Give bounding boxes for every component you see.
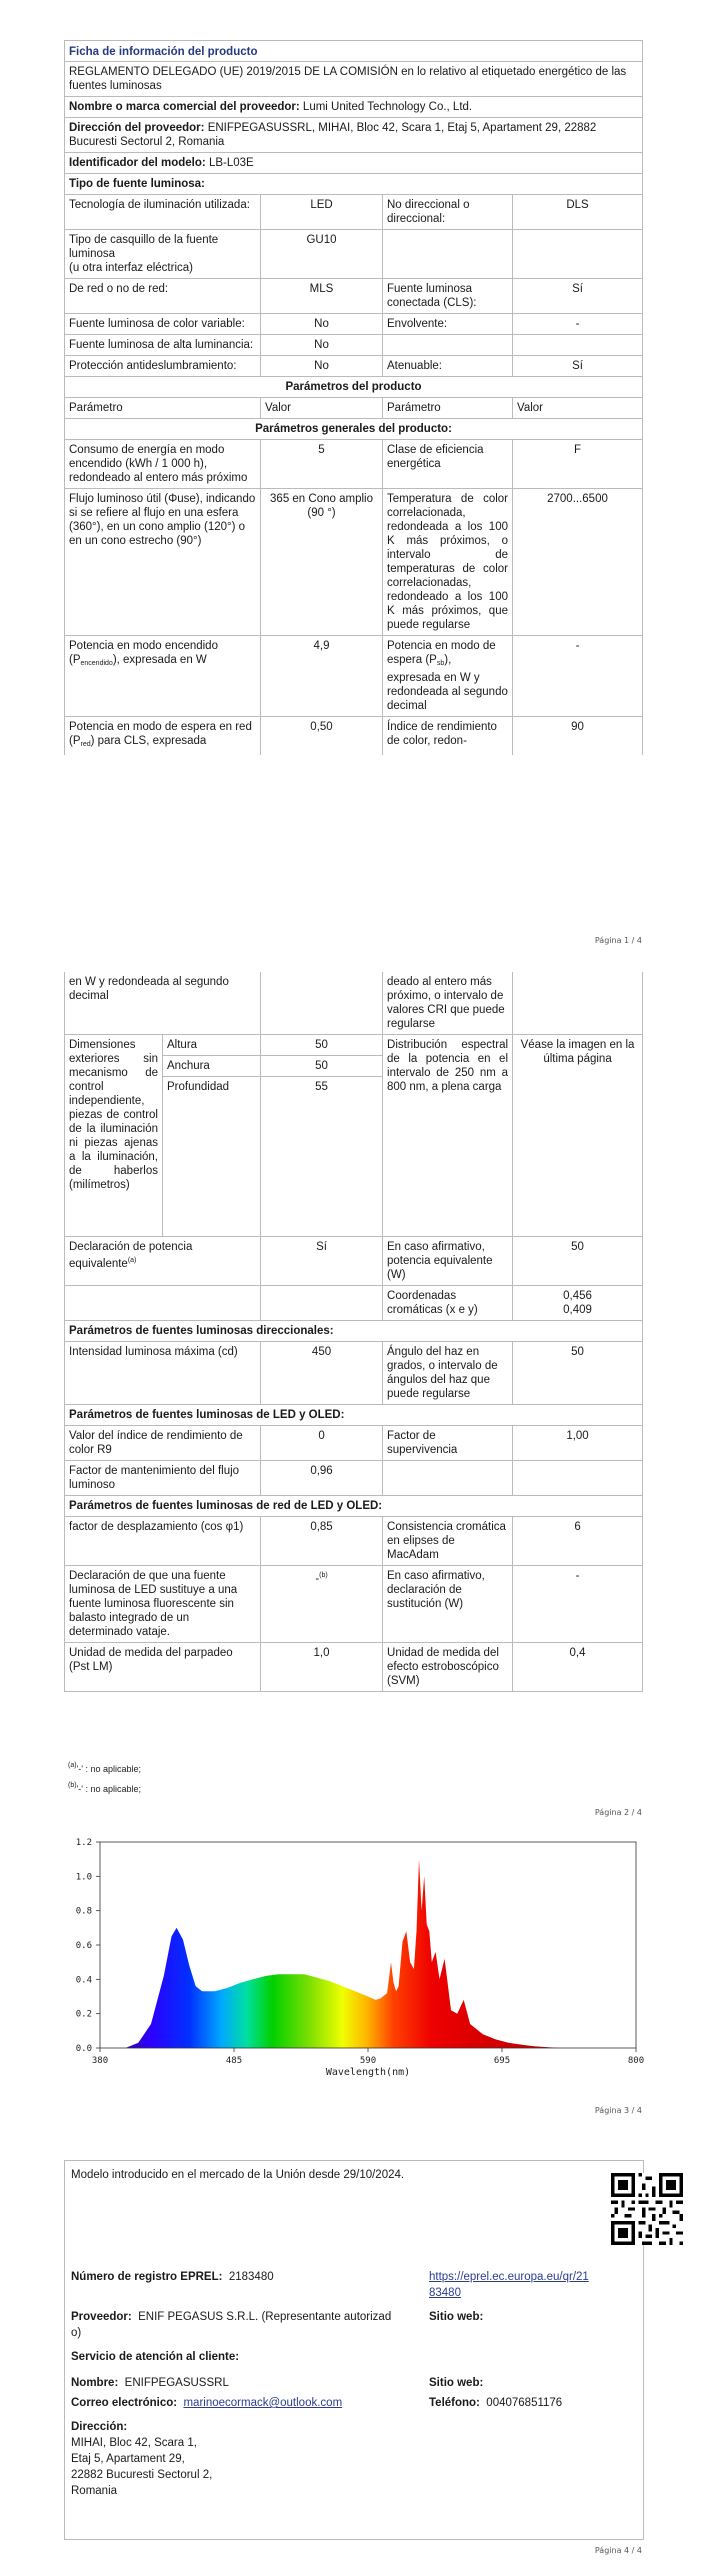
x-axis-label: Wavelength(nm) (325, 2067, 411, 2078)
page-number: Página 3 / 4 (594, 2106, 642, 2115)
service-name: Nombre: ENIFPEGASUSSRL (71, 2377, 229, 2389)
service-phone: Teléfono: 004076851176 (429, 2397, 563, 2409)
table-row: Consumo de energía en modo encendido (kWh / 1 000 h), redondeado al entero más próximo 5 Clase de eficiencia energética F (65, 440, 643, 489)
service-email: Correo electrónico: marinoecormack@outlook.com (71, 2397, 343, 2409)
market-date: Modelo introducido en el mercado de la Unión desde 29/10/2024. (71, 2169, 405, 2181)
page-4 (0, 2122, 706, 2560)
qr-code-icon (611, 2173, 683, 2245)
page-1 (0, 0, 706, 960)
x-tick-label: 380 (91, 2056, 109, 2066)
table-row: Intensidad luminosa máxima (cd) 450 Ángulo del haz en grados, o intervalo de ángulos del haz que puede regularse 50 (65, 1342, 643, 1405)
table-row: Unidad de medida del parpadeo (Pst LM) 1,0 Unidad de medida del efecto estroboscópico (SVM) 0,4 (65, 1643, 643, 1692)
y-tick-label: 0.6 (75, 1941, 92, 1951)
eprel-number: Número de registro EPREL: 2183480 (71, 2271, 274, 2283)
table-row: Profundidad 55 (65, 1077, 643, 1237)
y-tick-label: 0.0 (75, 2044, 92, 2054)
x-tick-label: 695 (493, 2056, 511, 2066)
product-info-table (64, 40, 643, 755)
supplier-name-row: Nombre o marca comercial del proveedor: Lumi United Technology Co., Ltd. (65, 97, 643, 118)
table-row: Factor de mantenimiento del flujo luminoso 0,96 (65, 1461, 643, 1496)
x-tick-label: 485 (225, 2056, 243, 2066)
light-source-type-header: Tipo de fuente luminosa: (65, 174, 643, 195)
table-row: Flujo luminoso útil (Φuse), indicando si se refiere al flujo en una esfera (360°), en un cono amplio (120°) o en un cono estrecho (90°) 365 en Cono amplio (90 °) Temperatura de color correlacionada, redondeada a los 100 K más próximos, o intervalo de temperaturas de color correlacionadas, redondeado a los 100 K más próximos, que puede regularse 2700...6500 (65, 489, 643, 636)
supplier-row: Proveedor: ENIF PEGASUS S.R.L. (Representante autorizad o) (71, 2311, 392, 2339)
supplier-address-row: Dirección del proveedor: ENIFPEGASUSSRL, MIHAI, Bloc 42, Scara 1, Etaj 5, Apartament 29, 22882 Bucuresti Sectorul 2, Romania (65, 118, 643, 153)
led-params-header: Parámetros de fuentes luminosas de LED y OLED: (65, 1405, 643, 1426)
x-tick-label: 800 (627, 2056, 645, 2066)
supplier-website-label: Sitio web: (429, 2311, 484, 2323)
table-row: Tecnología de iluminación utilizada: LED No direccional o direccional: DLS (65, 195, 643, 230)
table-row: Valor del índice de rendimiento de color R9 0 Factor de supervivencia 1,00 (65, 1426, 643, 1461)
page-number: Página 4 / 4 (594, 2546, 642, 2555)
table-row: factor de desplazamiento (cos φ1) 0,85 Consistencia cromática en elipses de MacAdam 6 (65, 1517, 643, 1566)
table-row: Declaración de potencia equivalente$^{(a)}$ Sí En caso afirmativo, potencia equivalente (W) 50 (65, 1237, 643, 1286)
eprel-info-box (64, 2160, 644, 2540)
table-row: Fuente luminosa de alta luminancia: No (65, 335, 643, 356)
email-link[interactable]: marinoecormack@outlook.com (183, 2397, 343, 2409)
y-tick-label: 1.2 (75, 1838, 92, 1848)
regulation-text: REGLAMENTO DELEGADO (UE) 2019/2015 DE LA COMISIÓN en lo relativo al etiquetado energético de las fuentes luminosas (65, 62, 643, 97)
product-params-table-cont (64, 972, 643, 1692)
model-id-row: Identificador del modelo: LB-L03E (65, 153, 643, 174)
table-row: Tipo de casquillo de la fuente luminosa (u otra interfaz eléctrica) GU10 (65, 230, 643, 279)
column-headers: Parámetro Valor Parámetro Valor (65, 398, 643, 419)
table-row: Potencia en modo de espera en red $(P_{red})$ para CLS, expresada 0,50 Índice de rendimiento de color, redon- 90 (65, 717, 643, 756)
x-tick-label: 590 (359, 2056, 377, 2066)
page-number: Página 1 / 4 (594, 936, 642, 945)
directional-params-header: Parámetros de fuentes luminosas direccionales: (65, 1321, 643, 1342)
table-row: Coordenadas cromáticas (x e y) 0,456 0,409 (65, 1286, 643, 1321)
table-row: Dimensiones exteriores sin mecanismo de control independiente, piezas de control de la iluminación ni piezas ajenas a la iluminación, de haberlos (milímetros) Altura 50 Distribución espectral de la potencia en el intervalo de 250 nm a 800 nm, a plena carga Véase la imagen en la última página (65, 1035, 643, 1056)
table-row: Anchura 50 (65, 1056, 643, 1077)
y-tick-label: 1.0 (75, 1872, 92, 1883)
params-header: Parámetros del producto (65, 377, 643, 398)
customer-service-header: Servicio de atención al cliente: (71, 2351, 240, 2363)
footnote-b: $^{(b)}$'-' : no aplicable; (68, 1782, 142, 1794)
page-number: Página 2 / 4 (594, 1808, 642, 1817)
footnote-a: $^{(a)}$'-' : no aplicable; (68, 1762, 142, 1774)
y-tick-label: 0.4 (75, 1975, 92, 1986)
table-row: Fuente luminosa de color variable: No Envolvente: - (65, 314, 643, 335)
y-tick-label: 0.8 (75, 1906, 92, 1917)
page-3 (0, 1822, 706, 2122)
table-row: Potencia en modo encendido $(P_{encendido})$, expresada en W 4,9 Potencia en modo de espera $(P_{sb})$, expresada en W y redondeada al segundo decimal - (65, 636, 643, 717)
table-row: De red o no de red: MLS Fuente luminosa conectada (CLS): Sí (65, 279, 643, 314)
eprel-link[interactable]: https://eprel.ec.europa.eu/qr/21 83480 (429, 2271, 589, 2299)
table-row: Declaración de que una fuente luminosa de LED sustituye a una fuente luminosa fluorescente sin balasto integrado de un determinado vataje. -$^{(b)}$ En caso afirmativo, declaración de sustitución (W) - (65, 1566, 643, 1643)
spectrum-area (100, 1859, 636, 2048)
page-title: Ficha de información del producto (65, 41, 643, 62)
table-row: Protección antideslumbramiento: No Atenuable: Sí (65, 356, 643, 377)
table-row: en W y redondeada al segundo decimal deado al entero más próximo, o intervalo de valores CRI que puede regularse (65, 972, 643, 1035)
y-tick-label: 0.2 (75, 2009, 92, 2020)
service-website-label: Sitio web: (429, 2377, 484, 2389)
page-2 (0, 960, 706, 1822)
mains-led-params-header: Parámetros de fuentes luminosas de red de LED y OLED: (65, 1496, 643, 1517)
spectral-power-chart (0, 1822, 706, 2092)
general-params-header: Parámetros generales del producto: (65, 419, 643, 440)
service-address: Dirección: MIHAI, Bloc 42, Scara 1, Etaj 5, Apartament 29, 22882 Bucuresti Sectorul 2, Romania (71, 2421, 213, 2497)
